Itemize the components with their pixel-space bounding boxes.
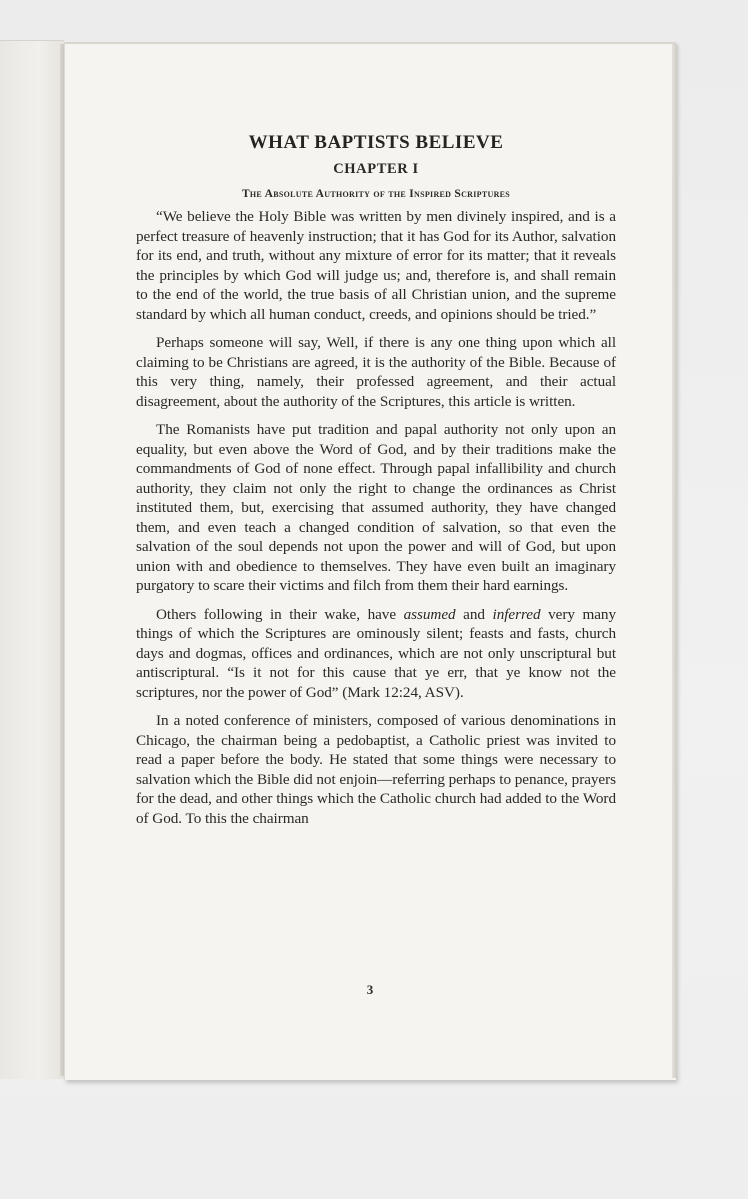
page-number: 3 xyxy=(366,982,374,997)
chapter-subtitle: The Absolute Authority of the Inspired Scriptures xyxy=(241,188,511,200)
paragraph-others-following xyxy=(136,605,616,703)
page-title: WHAT BAPTISTS BELIEVE xyxy=(248,132,504,153)
chapter-heading: CHAPTER I xyxy=(333,161,419,177)
book-page xyxy=(64,42,676,1080)
para4-italic-inferred: inferred xyxy=(492,605,541,623)
paragraph-authority-of-bible: Perhaps someone will say, Well, if there is any one thing upon which all claiming to be Christians are agreed, it is the authority of the Bible. Because of this very thing, namely, their professed agreement, and their actual disagreement, about the authority of the Scriptures, this article is written. xyxy=(136,334,616,410)
para4-text-1: Others following in their wake, have xyxy=(156,605,404,623)
para4-italic-assumed: assumed xyxy=(403,605,456,623)
paragraph-romanists: The Romanists have put tradition and papal authority not only upon an equality, but even above the Word of God, and by their traditions make the commandments of God of none effect. Through papal infallibility and church authority, they claim not only the right to change the ordinances as Christ instituted them, but, exercising that assumed authority, they have changed them, and even teach a changed condition of salvation, so that even the salvation of the soul depends not upon the power and will of God, but upon union with and obedience to themselves. They have even built an imaginary purgatory to scare their victims and filch from them their hard earnings. xyxy=(136,421,616,594)
facing-page xyxy=(0,40,64,1079)
page-edge xyxy=(672,44,677,1078)
para4-text-3: very many things of which the Scriptures are ominously silent; feasts and fasts, church days and dogmas, offices and ordinances, which are not only unscriptural but antiscriptural. “Is it not for this cause that ye err, that ye know not the scriptures, nor the power of God” (Mark 12:24, ASV). xyxy=(136,605,616,701)
paragraph-conference: In a noted conference of ministers, composed of various denominations in Chicago, the chairman being a pedobaptist, a Catholic priest was invited to read a paper before the body. He stated that some things were necessary to salvation which the Bible did not enjoin—referring perhaps to penance, prayers for the dead, and other things which the Catholic church had added to the Word of God. To this the chairman xyxy=(136,712,616,827)
para4-text-2: and xyxy=(455,605,493,623)
paragraph-confession-quote: “We believe the Holy Bible was written by men divinely inspired, and is a perfect treasure of heavenly instruction; that it has God for its Author, salvation for its end, and truth, without any mixture of error for its matter; that it reveals the principles by which God will judge us; and, therefore is, and shall remain to the end of the world, the true basis of all Christian union, and the supreme standard by which all human conduct, creeds, and opinions should be tried.” xyxy=(136,208,616,323)
page-content xyxy=(136,132,616,837)
